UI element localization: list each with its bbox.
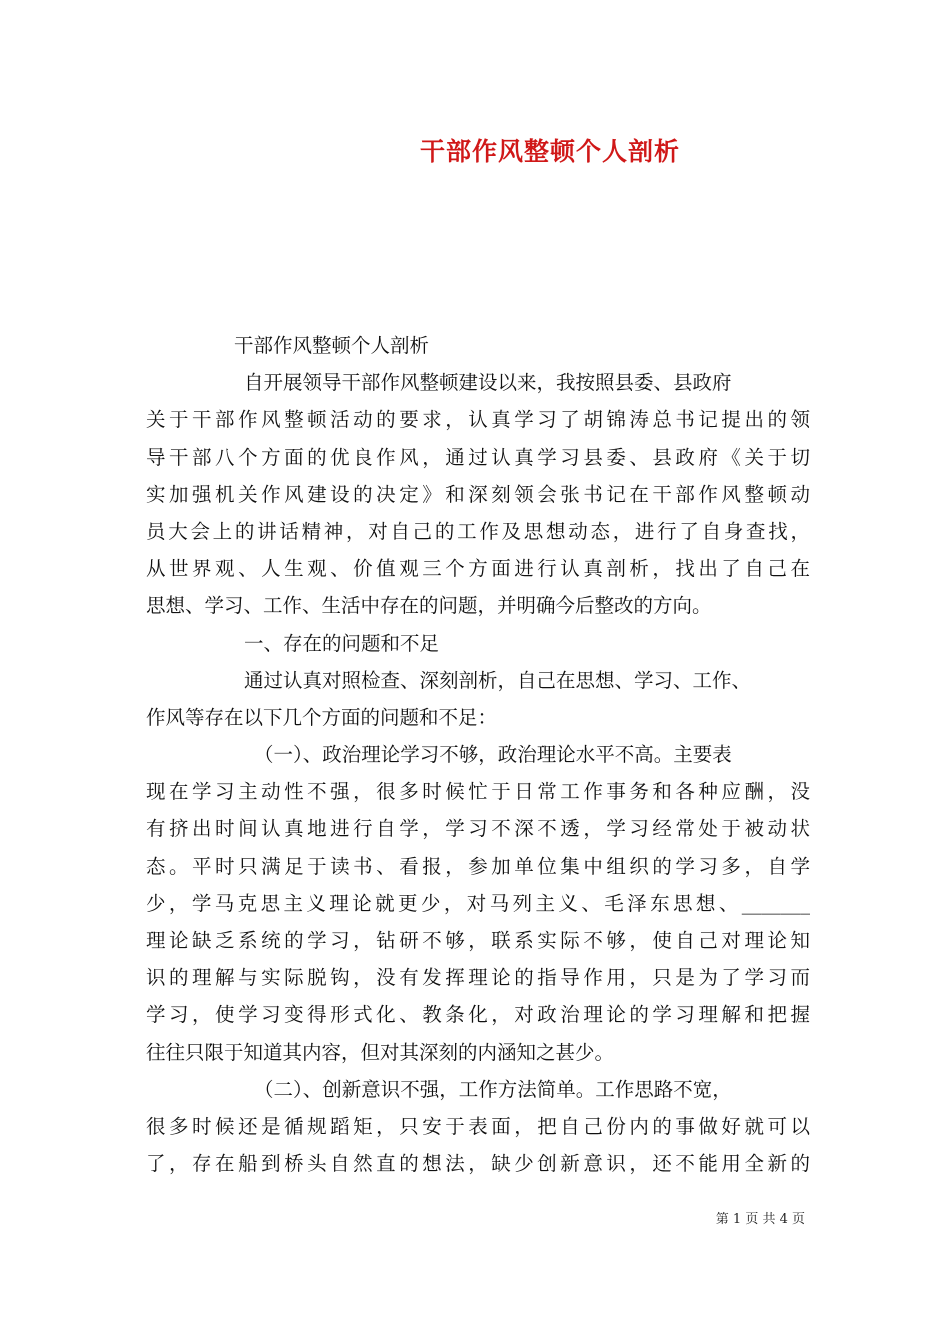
section-heading: 干部作风整顿个人剖析 — [234, 334, 430, 357]
paragraph-line: 员大会上的讲话精神，对自己的工作及思想动态，进行了自身查找， — [146, 519, 810, 543]
paragraph-line: 少，学马克思主义理论就更少，对马列主义、毛泽东思想、_______ — [146, 891, 810, 915]
paragraph-line: 作风等存在以下几个方面的问题和不足： — [146, 705, 498, 729]
paragraph-line: 学习，使学习变得形式化、教条化，对政治理论的学习理解和把握 — [146, 1003, 810, 1027]
paragraph-line: 理论缺乏系统的学习，钻研不够，联系实际不够，使自己对理论知 — [146, 929, 810, 952]
paragraph-line: 了，存在船到桥头自然直的想法，缺少创新意识，还不能用全新的 — [146, 1152, 810, 1176]
paragraph-line: 态。平时只满足于读书、看报，参加单位集中组织的学习多，自学 — [146, 854, 810, 878]
page-title: 干部作风整顿个人剖析 — [419, 137, 680, 166]
paragraph-line: 有挤出时间认真地进行自学，学习不深不透，学习经常处于被动状 — [146, 817, 810, 841]
subsection-line: （二）、创新意识不强，工作方法简单。工作思路不宽， — [254, 1077, 732, 1101]
paragraph-line: 自开展领导干部作风整顿建设以来，我按照县委、县政府 — [244, 371, 732, 395]
paragraph-line: 实加强机关作风建设的决定》和深刻领会张书记在干部作风整顿动 — [146, 482, 810, 506]
subsection-line: （一）、政治理论学习不够，政治理论水平不高。主要表 — [254, 743, 732, 767]
paragraph-line: 思想、学习、工作、生活中存在的问题，并明确今后整改的方向。 — [146, 594, 712, 618]
paragraph-line: 关于干部作风整顿活动的要求，认真学习了胡锦涛总书记提出的领 — [146, 408, 810, 432]
document-body — [146, 327, 810, 1182]
paragraph-line: 识的理解与实际脱钩，没有发挥理论的指导作用，只是为了学习而 — [146, 966, 810, 990]
paragraph-line: 导干部八个方面的优良作风，通过认真学习县委、县政府《关于切 — [146, 445, 810, 469]
paragraph-line: 往往只限于知道其内容，但对其深刻的内涵知之甚少。 — [146, 1040, 615, 1064]
paragraph-line: 从世界观、人生观、价值观三个方面进行认真剖析，找出了自己在 — [146, 557, 810, 581]
paragraph-line: 很多时候还是循规蹈矩，只安于表面，把自己份内的事做好就可以 — [146, 1114, 810, 1138]
section-heading: 一、存在的问题和不足 — [244, 631, 440, 655]
page-number: 第 1 页 共 4 页 — [715, 1212, 805, 1227]
paragraph-line: 通过认真对照检查、深刻剖析，自己在思想、学习、工作、 — [244, 668, 752, 692]
paragraph-line: 现在学习主动性不强，很多时候忙于日常工作事务和各种应酬，没 — [146, 780, 810, 804]
